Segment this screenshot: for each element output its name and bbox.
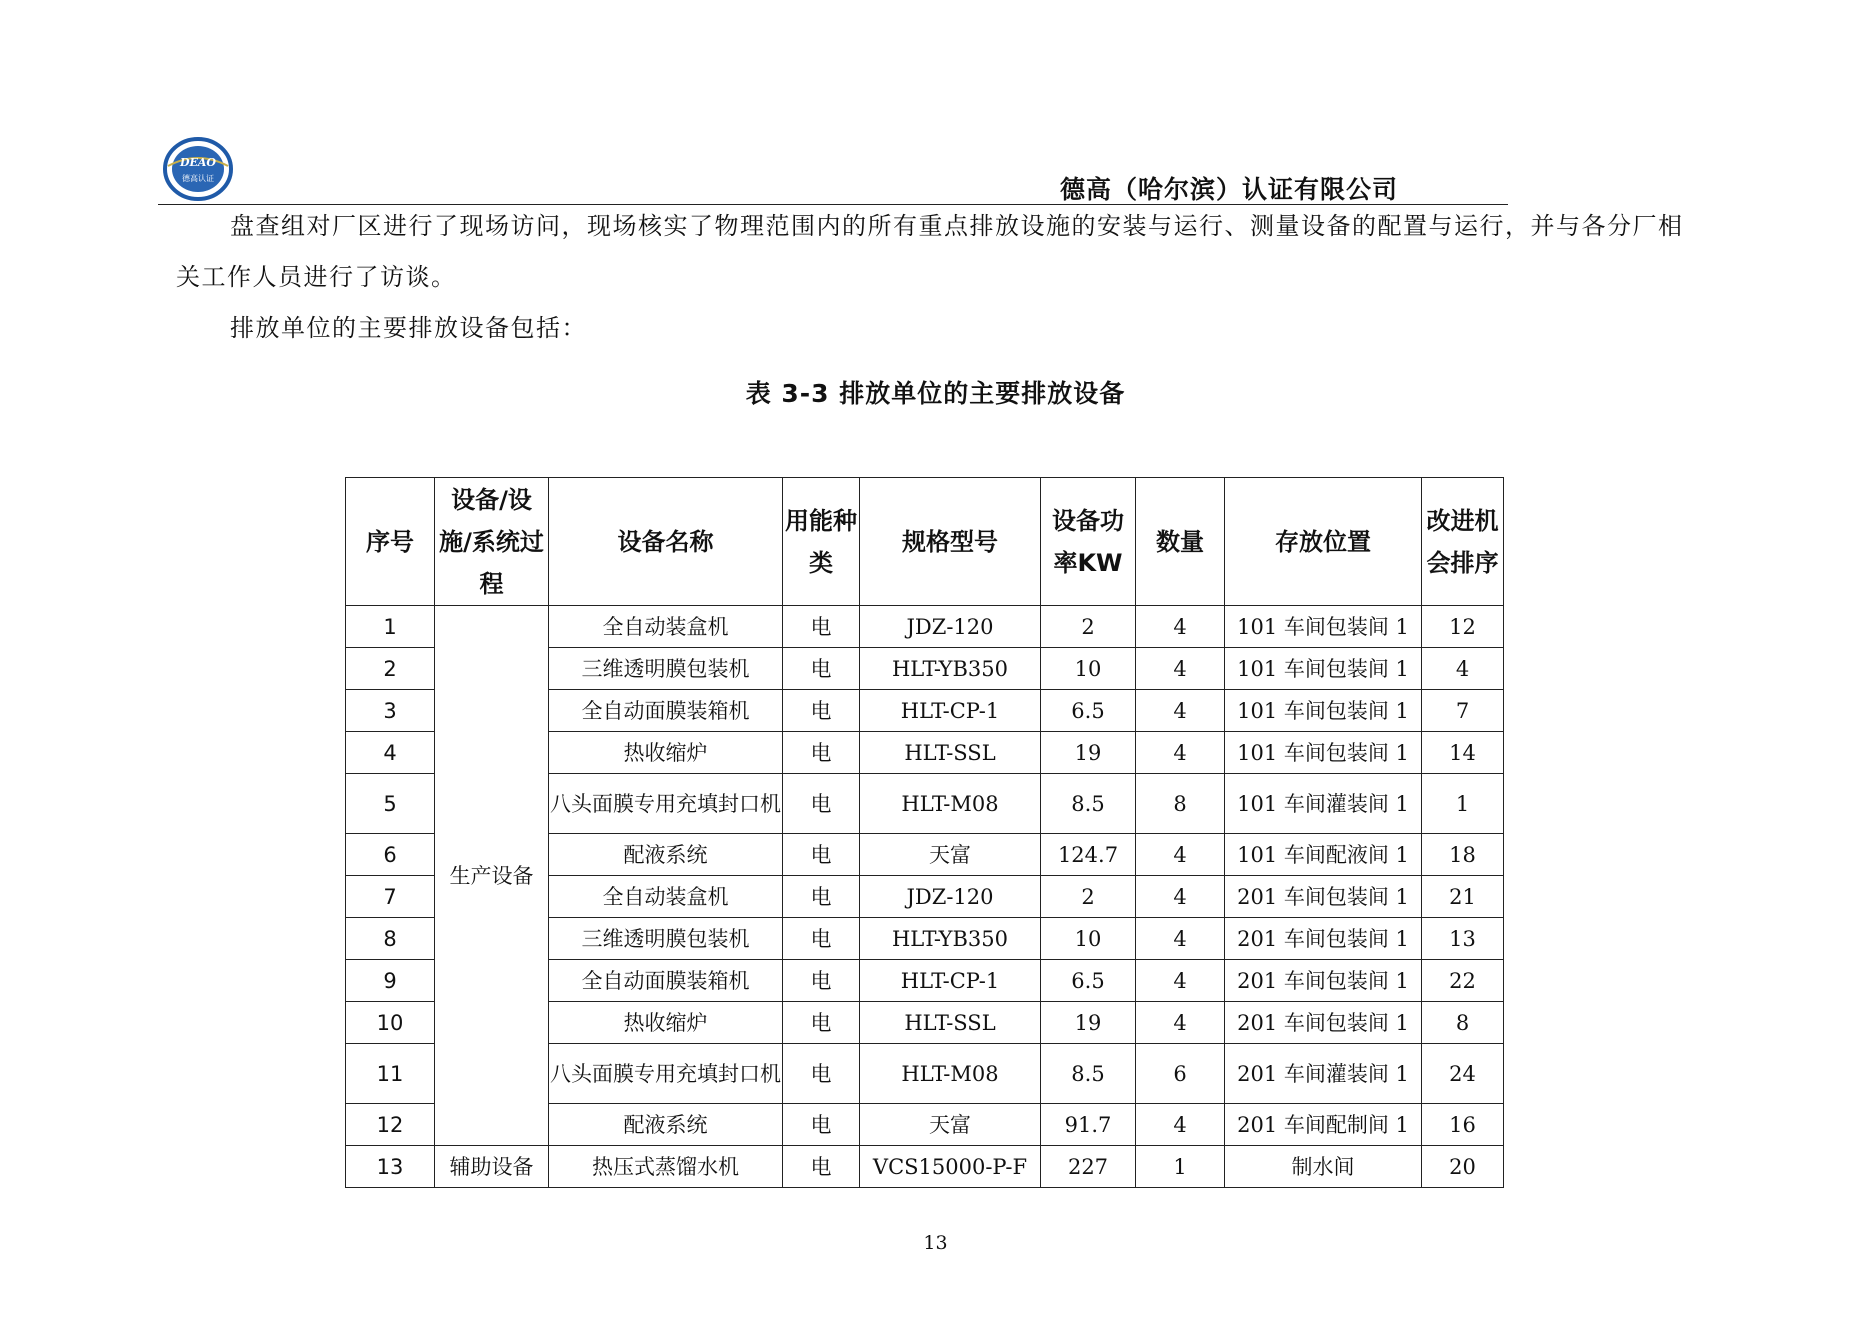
cell-rank: 8 <box>1422 1002 1504 1044</box>
cell-qty: 4 <box>1136 834 1225 876</box>
cell-location: 201 车间包装间 1 <box>1225 1002 1422 1044</box>
cell-energy: 电 <box>783 960 860 1002</box>
cell-location: 201 车间配制间 1 <box>1225 1104 1422 1146</box>
cell-rank: 1 <box>1422 774 1504 834</box>
cell-qty: 4 <box>1136 1002 1225 1044</box>
cell-qty: 4 <box>1136 960 1225 1002</box>
cell-power: 8.5 <box>1041 774 1136 834</box>
table-row <box>346 1146 1504 1188</box>
equipment-table <box>345 477 1504 1188</box>
cell-power: 19 <box>1041 732 1136 774</box>
cell-energy: 电 <box>783 774 860 834</box>
cell-seq: 7 <box>346 876 435 918</box>
cell-qty: 4 <box>1136 606 1225 648</box>
cell-model: HLT-YB350 <box>860 918 1041 960</box>
cell-qty: 8 <box>1136 774 1225 834</box>
cell-seq: 10 <box>346 1002 435 1044</box>
header-location: 存放位置 <box>1225 478 1422 606</box>
table-caption: 表 3-3 排放单位的主要排放设备 <box>745 379 1126 408</box>
cell-location: 101 车间包装间 1 <box>1225 690 1422 732</box>
company-logo <box>162 136 234 202</box>
cell-location: 201 车间灌装间 1 <box>1225 1044 1422 1104</box>
cell-model: HLT-YB350 <box>860 648 1041 690</box>
cell-model: HLT-M08 <box>860 774 1041 834</box>
cell-power: 124.7 <box>1041 834 1136 876</box>
cell-rank: 18 <box>1422 834 1504 876</box>
header-rank: 改进机会排序 <box>1422 478 1504 606</box>
cell-location: 101 车间包装间 1 <box>1225 606 1422 648</box>
cell-power: 10 <box>1041 648 1136 690</box>
cell-seq: 5 <box>346 774 435 834</box>
cell-power: 19 <box>1041 1002 1136 1044</box>
cell-qty: 6 <box>1136 1044 1225 1104</box>
cell-name: 全自动装盒机 <box>549 606 783 648</box>
cell-power: 6.5 <box>1041 960 1136 1002</box>
cell-location: 101 车间灌装间 1 <box>1225 774 1422 834</box>
equipment-intro-paragraph: 排放单位的主要排放设备包括： <box>230 314 587 342</box>
cell-name: 八头面膜专用充填封口机 <box>549 774 783 834</box>
cell-category-auxiliary: 辅助设备 <box>435 1146 549 1188</box>
cell-rank: 7 <box>1422 690 1504 732</box>
cell-location: 201 车间包装间 1 <box>1225 876 1422 918</box>
cell-seq: 8 <box>346 918 435 960</box>
cell-name: 配液系统 <box>549 834 783 876</box>
cell-model: HLT-SSL <box>860 732 1041 774</box>
cell-energy: 电 <box>783 918 860 960</box>
cell-power: 8.5 <box>1041 1044 1136 1104</box>
cell-rank: 4 <box>1422 648 1504 690</box>
cell-energy: 电 <box>783 1002 860 1044</box>
cell-category-production: 生产设备 <box>435 606 549 1146</box>
header-process: 设备/设施/系统过程 <box>435 478 549 606</box>
cell-seq: 3 <box>346 690 435 732</box>
header-model: 规格型号 <box>860 478 1041 606</box>
cell-name: 三维透明膜包装机 <box>549 648 783 690</box>
cell-location: 201 车间包装间 1 <box>1225 960 1422 1002</box>
cell-name: 全自动装盒机 <box>549 876 783 918</box>
cell-rank: 12 <box>1422 606 1504 648</box>
cell-power: 6.5 <box>1041 690 1136 732</box>
cell-model: HLT-CP-1 <box>860 690 1041 732</box>
cell-energy: 电 <box>783 1104 860 1146</box>
cell-rank: 14 <box>1422 732 1504 774</box>
cell-name: 热收缩炉 <box>549 1002 783 1044</box>
cell-power: 10 <box>1041 918 1136 960</box>
cell-location: 101 车间包装间 1 <box>1225 732 1422 774</box>
cell-energy: 电 <box>783 648 860 690</box>
cell-rank: 16 <box>1422 1104 1504 1146</box>
cell-energy: 电 <box>783 1044 860 1104</box>
cell-seq: 11 <box>346 1044 435 1104</box>
header-energy: 用能种类 <box>783 478 860 606</box>
cell-name: 热压式蒸馏水机 <box>549 1146 783 1188</box>
cell-energy: 电 <box>783 690 860 732</box>
cell-model: HLT-M08 <box>860 1044 1041 1104</box>
cell-model: HLT-SSL <box>860 1002 1041 1044</box>
page-number: 13 <box>923 1232 948 1254</box>
cell-model: 天富 <box>860 1104 1041 1146</box>
cell-model: JDZ-120 <box>860 606 1041 648</box>
cell-qty: 4 <box>1136 1104 1225 1146</box>
cell-name: 全自动面膜装箱机 <box>549 690 783 732</box>
cell-power: 91.7 <box>1041 1104 1136 1146</box>
cell-name: 三维透明膜包装机 <box>549 918 783 960</box>
cell-rank: 24 <box>1422 1044 1504 1104</box>
cell-power: 2 <box>1041 606 1136 648</box>
cell-seq: 13 <box>346 1146 435 1188</box>
svg-text:德高认证: 德高认证 <box>182 174 214 183</box>
cell-qty: 4 <box>1136 732 1225 774</box>
cell-location: 101 车间包装间 1 <box>1225 648 1422 690</box>
table-header-row <box>346 478 1504 606</box>
cell-location: 201 车间包装间 1 <box>1225 918 1422 960</box>
svg-text:DEAO: DEAO <box>179 156 217 169</box>
cell-power: 227 <box>1041 1146 1136 1188</box>
cell-name: 全自动面膜装箱机 <box>549 960 783 1002</box>
cell-model: 天富 <box>860 834 1041 876</box>
cell-seq: 2 <box>346 648 435 690</box>
cell-rank: 22 <box>1422 960 1504 1002</box>
cell-energy: 电 <box>783 876 860 918</box>
cell-rank: 13 <box>1422 918 1504 960</box>
intro-paragraph: 盘查组对厂区进行了现场访问，现场核实了物理范围内的所有重点排放设施的安装与运行、测量设备的配置与运行，并与各分厂相关工作人员进行了访谈。 <box>176 212 1684 291</box>
cell-name: 八头面膜专用充填封口机 <box>549 1044 783 1104</box>
cell-model: HLT-CP-1 <box>860 960 1041 1002</box>
cell-seq: 4 <box>346 732 435 774</box>
header-power: 设备功率KW <box>1041 478 1136 606</box>
cell-seq: 9 <box>346 960 435 1002</box>
cell-energy: 电 <box>783 1146 860 1188</box>
cell-qty: 4 <box>1136 648 1225 690</box>
cell-power: 2 <box>1041 876 1136 918</box>
cell-name: 配液系统 <box>549 1104 783 1146</box>
cell-qty: 4 <box>1136 690 1225 732</box>
header-qty: 数量 <box>1136 478 1225 606</box>
cell-model: VCS15000-P-F <box>860 1146 1041 1188</box>
cell-qty: 1 <box>1136 1146 1225 1188</box>
cell-qty: 4 <box>1136 918 1225 960</box>
cell-seq: 1 <box>346 606 435 648</box>
cell-qty: 4 <box>1136 876 1225 918</box>
cell-rank: 21 <box>1422 876 1504 918</box>
header-seq: 序号 <box>346 478 435 606</box>
cell-energy: 电 <box>783 606 860 648</box>
cell-model: JDZ-120 <box>860 876 1041 918</box>
cell-name: 热收缩炉 <box>549 732 783 774</box>
header-name: 设备名称 <box>549 478 783 606</box>
cell-location: 制水间 <box>1225 1146 1422 1188</box>
table-row <box>346 606 1504 648</box>
cell-seq: 6 <box>346 834 435 876</box>
company-name: 德高（哈尔滨）认证有限公司 <box>1060 175 1399 204</box>
cell-seq: 12 <box>346 1104 435 1146</box>
cell-energy: 电 <box>783 834 860 876</box>
cell-rank: 20 <box>1422 1146 1504 1188</box>
cell-location: 101 车间配液间 1 <box>1225 834 1422 876</box>
cell-energy: 电 <box>783 732 860 774</box>
